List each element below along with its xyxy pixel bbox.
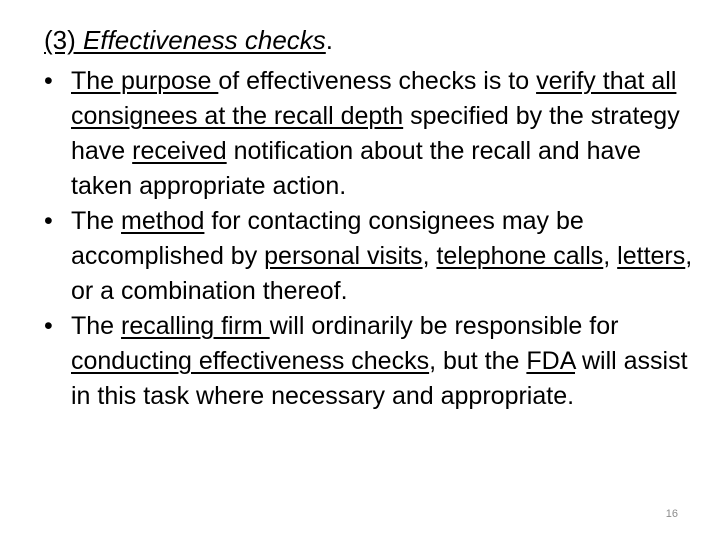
text-run: verify that all consignees at the recall depth [71,67,677,130]
bullet-marker: • [44,67,53,95]
bullet-text [71,67,680,200]
text-run: The [71,207,122,235]
text-run: will assist in this task where necessary and appropriate. [71,347,688,410]
bullet-list [44,64,694,414]
heading-title: Effectiveness checks [83,25,326,55]
text-run: , or a combination thereof. [71,242,693,305]
text-run: The purpose [71,67,219,95]
bullet-marker: • [44,207,53,235]
text-run: method [121,207,205,235]
text-run: telephone calls [436,242,604,270]
text-run: conducting effectiveness checks [71,347,430,375]
text-run: will ordinarily be responsible for [269,312,619,340]
page-number: 16 [665,508,678,520]
text-run: recalling firm [121,312,270,340]
text-run: The [71,312,122,340]
bullet-text [71,312,688,410]
text-run: of effectiveness checks is to [218,67,537,95]
text-run: notification about the recall and have taken appropriate action. [71,137,641,200]
heading-prefix: (3) [44,25,83,55]
heading-suffix: . [325,25,334,55]
bullet-item [44,204,694,309]
bullet-item [44,309,694,414]
bullet-item [44,64,694,204]
text-run: for contacting consignees may be accomplished by [71,207,584,270]
bullet-marker: • [44,312,53,340]
text-run: personal visits [264,242,423,270]
text-run: , [603,242,618,270]
text-run: letters [617,242,686,270]
bullet-text [71,207,692,305]
text-run: FDA [526,347,576,375]
text-run: specified by the strategy have [71,102,680,165]
text-run: , but the [429,347,527,375]
text-run: , [422,242,437,270]
slide-heading [44,22,333,58]
text-run: received [132,137,227,165]
